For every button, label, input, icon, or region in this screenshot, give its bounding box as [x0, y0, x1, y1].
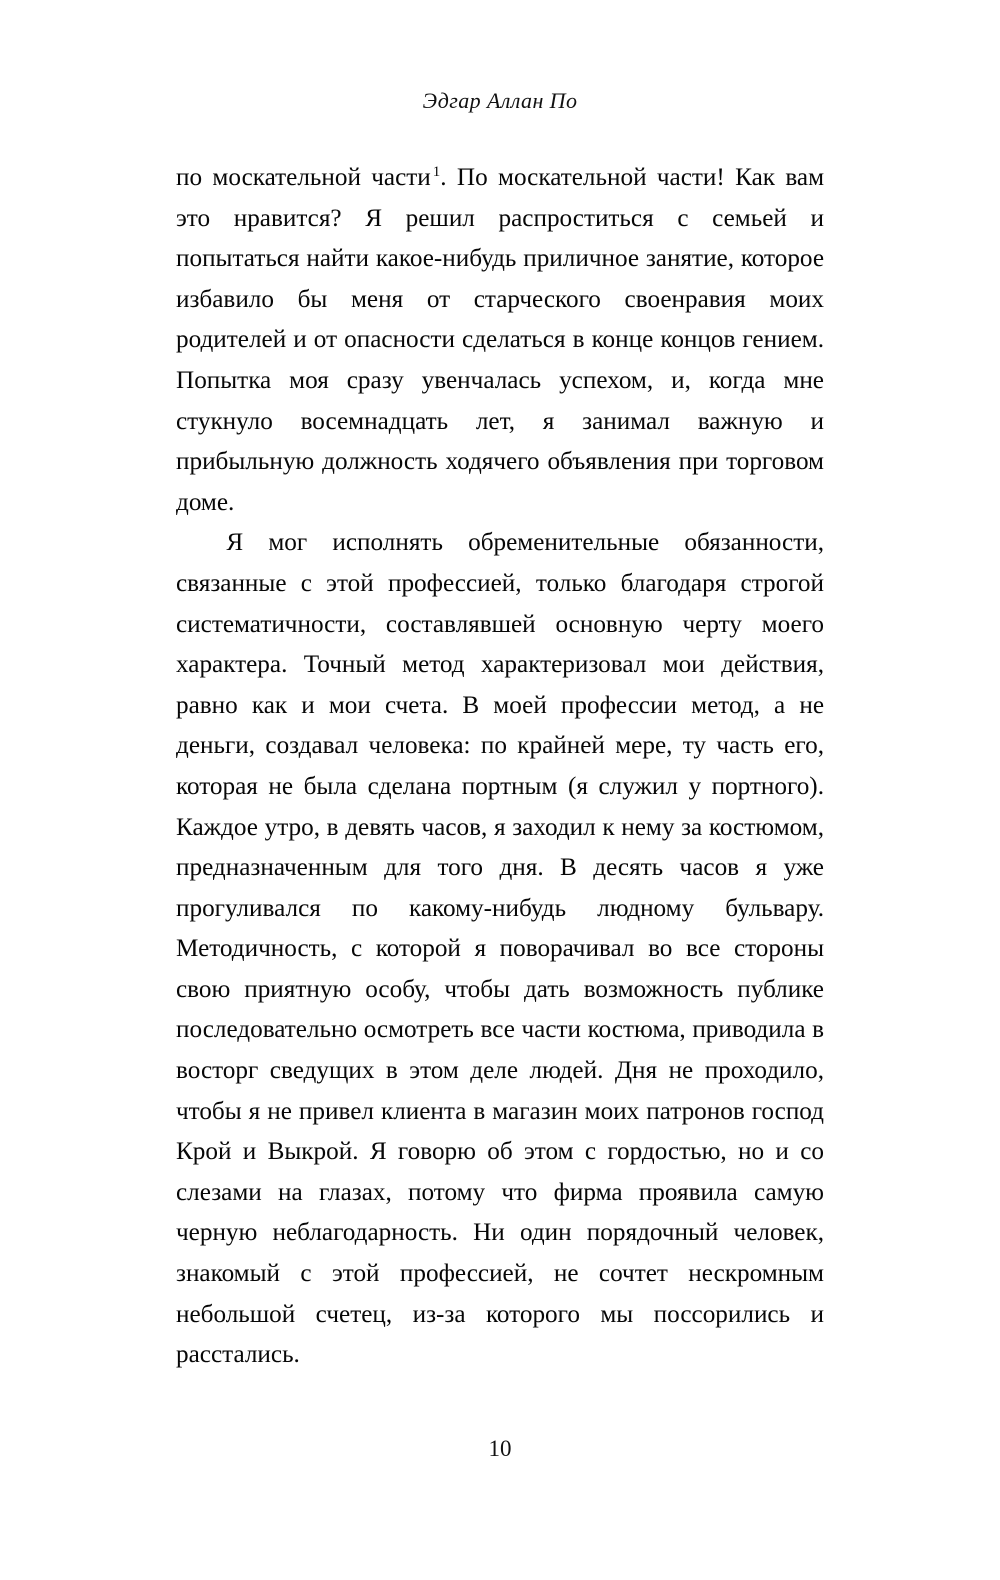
paragraph-text: по москательной части $^1$. По москательной части! Как вам это нравится? Я решил распроститься с семьей и попытаться найти какое-нибудь приличное занятие, которое избавило бы меня от старческого своенравия моих родителей и от опасности сделаться в конце концов гением. Попытка моя сразу увенчалась успехом, и, когда мне стукнуло восемнадцать лет, я занимал важную и прибыльную должность ходячего объявления при торговом доме.	[176, 163, 825, 516]
paragraph-text: Я мог исполнять обременительные обязанности, связанные с этой профессией, только благодаря строгой систематичности, составлявшей основную черту моего характера. Точный метод характеризовал мои действия, равно как и мои счета. В моей профессии метод, а не деньги, создавал человека: по крайней мере, ту часть его, которая не была сделана портным (я служил у портного). Каждое утро, в девять часов, я заходил к нему за костюмом, предназначенным для того дня. В десять часов я уже прогуливался по какому-нибудь людному бульвару. Методичность, с которой я поворачивал во все стороны свою приятную особу, чтобы дать возможность публике последовательно осмотреть все части костюма, приводила в восторг сведущих в этом деле людей. Дня не проходило, чтобы я не привел клиента в магазин моих патронов господ Крой и Выкрой. Я говорю об этом с гордостью, но и со слезами на глазах, потому что фирма проявила самую черную неблагодарность. Ни один порядочный человек, знакомый с этой профессией, не сочтет нескромным небольшой счетец, из-за которого мы поссорились и расстались.	[176, 529, 824, 1369]
paragraph	[176, 158, 824, 523]
footnote-reference: 1	[432, 163, 441, 180]
paragraph	[176, 523, 824, 1375]
body-text	[176, 158, 824, 1376]
page-number: 10	[488, 1436, 512, 1461]
running-head: Эдгар Аллан По	[422, 88, 578, 113]
